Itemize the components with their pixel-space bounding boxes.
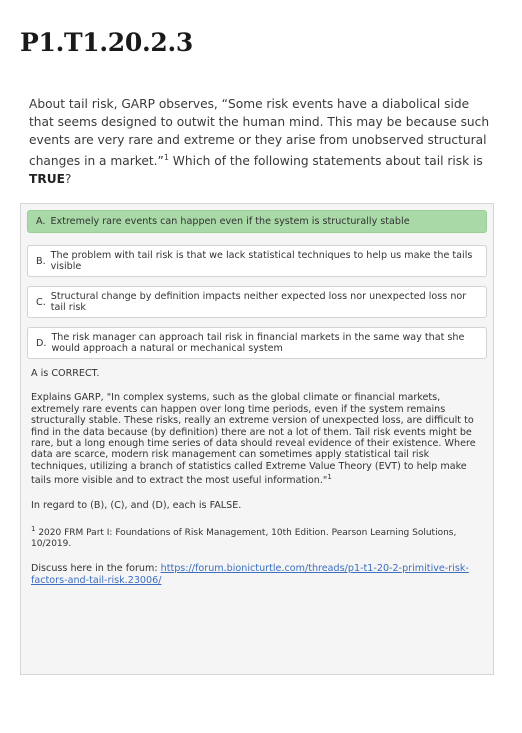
footnote-mark: 1	[31, 525, 36, 534]
question-id-title: P1.T1.20.2.3	[20, 28, 193, 57]
footnote	[31, 524, 483, 550]
option-text: The problem with tail risk is that we lack statistical techniques to help us make the tails visible	[50, 250, 473, 272]
option-c[interactable]	[27, 286, 487, 318]
forum-label: Discuss here in the forum:	[31, 563, 161, 575]
option-text: Structural change by definition impacts neither expected loss nor unexpected loss nor tail risk	[50, 291, 467, 313]
answer-panel	[20, 203, 494, 675]
question-footnote-mark: 1	[163, 153, 169, 162]
question-end: ?	[64, 172, 72, 187]
footnote-text: 2020 FRM Part I: Foundations of Risk Management, 10th Edition. Pearson Learning Solutions, 10/2019.	[31, 528, 457, 550]
question-text	[29, 95, 491, 188]
option-text: The risk manager can approach tail risk in financial markets in the same way that she would approach a natural or mechanical system	[51, 332, 465, 354]
answer-verdict: A is CORRECT.	[31, 368, 100, 379]
question-emphasis: TRUE	[29, 172, 65, 187]
explanation-footnote-mark: 1	[327, 473, 332, 482]
question-prompt: Which of the following statements about tail risk is	[168, 154, 483, 169]
others-false-text: In regard to (B), (C), and (D), each is FALSE.	[31, 499, 242, 511]
option-b[interactable]	[27, 245, 487, 277]
answer-explanation	[21, 368, 493, 586]
option-a[interactable]	[27, 210, 487, 233]
option-letter: B.	[36, 255, 46, 267]
option-letter: D.	[36, 337, 47, 349]
option-letter: C.	[36, 296, 46, 308]
explanation-text: Explains GARP, "In complex systems, such as the global climate or financial markets, extremely rare events can happen over long time periods, even if the system remains structurally stable. These risks, really an extreme version of unexpected loss, are difficult to find in the data because (by definition) there are not a lot of them. Tail risk events might be rare, but a long enough time series of data should reveal evidence of their existence. Where data are scarce, modern risk management can sometimes apply statistical tail risk techniques, utilizing a branch of statistics called Extreme Value Theory (EVT) to help make tails more visible and to extract the most useful information."	[31, 392, 476, 487]
option-letter: A.	[36, 216, 46, 227]
option-d[interactable]	[27, 327, 487, 359]
options-list	[21, 204, 493, 359]
option-text: Extremely rare events can happen even if the system is structurally stable	[50, 216, 410, 227]
explanation-paragraph	[31, 392, 483, 486]
forum-line	[31, 563, 483, 586]
forum-link[interactable]: https://forum.bionicturtle.com/threads/p1-t1-20-2-primitive-risk-factors-and-tail-risk.23006/	[31, 563, 469, 586]
question-body: About tail risk, GARP observes, “Some risk events have a diabolical side that seems designed to outwit the human mind. This may be because such events are very rare and extreme or they arise from unobserved structural changes in a market.”	[29, 97, 490, 169]
